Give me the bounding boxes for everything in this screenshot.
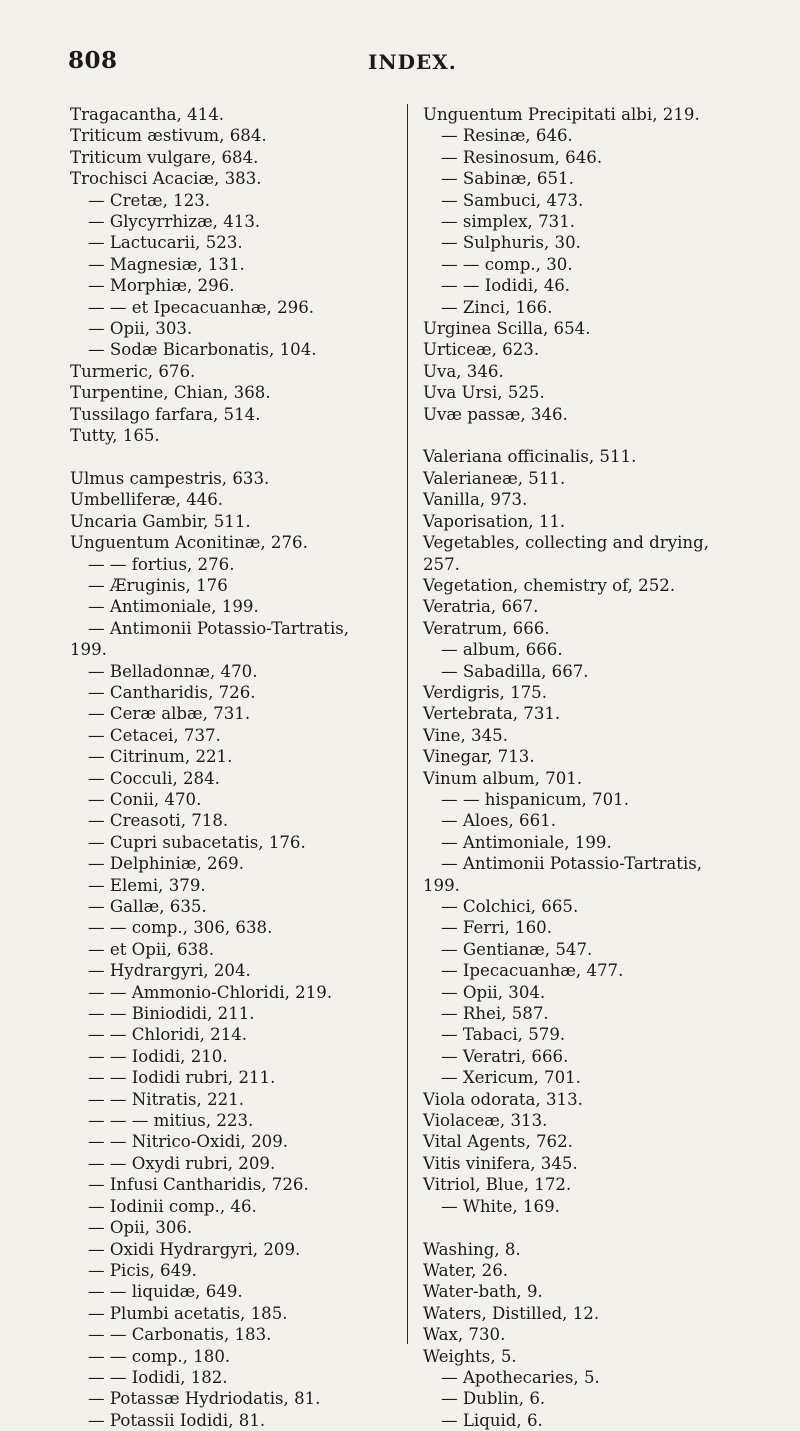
index-subentry: — — Iodidi rubri, 211. [88,1068,276,1088]
index-subentry: — — et Ipecacuanhæ, 296. [88,297,315,317]
index-subentry: — — — mitius, 223. [88,1111,254,1131]
index-entry: Vaporisation, 11. [423,511,566,531]
index-entry: Ulmus campestris, 633. [70,468,270,488]
page-number: 808 [68,47,118,74]
index-subentry: — — Ammonio-Chloridi, 219. [88,982,333,1002]
index-subentry: — Cretæ, 123. [88,190,211,210]
index-subentry: — Sabinæ, 651. [441,169,574,189]
index-entry: Vertebrata, 731. [423,704,561,724]
index-subentry: — — hispanicum, 701. [441,789,629,809]
index-entry: Valeriana officinalis, 511. [423,447,637,467]
column-divider [407,104,408,1344]
index-subentry: — Zinci, 166. [441,297,553,317]
index-subentry: — Colchici, 665. [441,897,579,917]
index-subentry: — Æruginis, 176 [88,575,228,595]
index-subentry: — — Nitrico-Oxidi, 209. [88,1132,289,1152]
index-entry: Water, 26. [423,1260,509,1280]
index-subentry: — Sodæ Bicarbonatis, 104. [88,340,317,360]
index-subentry: — Belladonnæ, 470. [88,661,258,681]
index-subentry: — Lactucarii, 523. [88,233,243,253]
index-entry: Waters, Distilled, 12. [423,1303,600,1323]
index-subentry: — Tabaci, 579. [441,1025,566,1045]
index-subentry: — Magnesiæ, 131. [88,254,245,274]
page-header [0,47,800,77]
index-subentry: — Aloes, 661. [441,811,556,831]
index-subentry: — Picis, 649. [88,1260,197,1280]
index-subentry: — — comp., 306, 638. [88,918,273,938]
index-subentry: — — Nitratis, 221. [88,1089,245,1109]
index-entry: Vegetables, collecting and drying, [423,533,709,553]
index-subentry: — et Opii, 638. [88,939,214,959]
index-subentry: — Delphiniæ, 269. [88,854,245,874]
index-subentry: — Infusi Cantharidis, 726. [88,1175,309,1195]
index-subentry: — simplex, 731. [441,212,576,232]
index-subentry: — Rhei, 587. [441,1004,549,1024]
index-entry: Triticum æstivum, 684. [70,126,267,146]
index-entry: Vegetation, chemistry of, 252. [423,575,676,595]
index-entry: Turmeric, 676. [70,361,196,381]
index-entry: Tussilago farfara, 514. [70,404,261,424]
index-subentry: — Opii, 306. [88,1218,193,1238]
index-subentry: — — comp., 30. [441,254,573,274]
index-subentry: — Conii, 470. [88,789,202,809]
index-subentry: — Iodinii comp., 46. [88,1196,257,1216]
index-entry: Vinegar, 713. [423,747,535,767]
index-subentry: — Antimonii Potassio-Tartratis, [88,618,350,638]
index-subentry: — White, 169. [441,1196,560,1216]
index-subentry: — Oxidi Hydrargyri, 209. [88,1239,301,1259]
index-entry: Vinum album, 701. [423,768,583,788]
index-subentry: — Ipecacuanhæ, 477. [441,961,624,981]
index-subentry: — Plumbi acetatis, 185. [88,1303,288,1323]
index-subentry: — Cantharidis, 726. [88,682,256,702]
index-entry: Vitriol, Blue, 172. [423,1175,572,1195]
index-subentry: — Cupri subacetatis, 176. [88,832,306,852]
index-subentry: — Liquid, 6. [441,1410,543,1430]
index-entry: Vitis vinifera, 345. [423,1153,578,1173]
index-entry: Water-bath, 9. [423,1282,543,1302]
index-entry: Valerianeæ, 511. [423,468,566,488]
index-entry: Triticum vulgare, 684. [70,147,259,167]
index-entry: Violaceæ, 313. [423,1111,548,1131]
index-subentry: — Opii, 304. [441,982,546,1002]
index-subentry: — Sambuci, 473. [441,190,584,210]
index-entry: Vanilla, 973. [423,490,528,510]
index-entry: Wax, 730. [423,1325,506,1345]
index-subentry: — album, 666. [441,640,563,660]
index-subentry: — Elemi, 379. [88,875,206,895]
index-subentry: — — fortius, 276. [88,554,235,574]
index-entry: Unguentum Aconitinæ, 276. [70,533,308,553]
index-entry: Viola odorata, 313. [423,1089,583,1109]
index-entry: Turpentine, Chian, 368. [70,383,271,403]
index-subentry: — Antimoniale, 199. [88,597,259,617]
index-subentry: — Dublin, 6. [441,1389,546,1409]
index-entry: Vital Agents, 762. [423,1132,573,1152]
index-subentry: — — Iodidi, 182. [88,1367,228,1387]
index-subentry: — Resinosum, 646. [441,147,603,167]
index-subentry: — — Oxydi rubri, 209. [88,1153,276,1173]
index-entry: Vine, 345. [423,725,509,745]
index-subentry: — Xericum, 701. [441,1068,581,1088]
index-subentry: — Antimonii Potassio-Tartratis, [441,854,703,874]
index-entry: Uvæ passæ, 346. [423,404,568,424]
index-entry: Uncaria Gambir, 511. [70,511,251,531]
index-subentry: — — Carbonatis, 183. [88,1325,272,1345]
index-subentry: — Apothecaries, 5. [441,1367,600,1387]
index-subentry: — Morphiæ, 296. [88,276,235,296]
index-subentry: — Sabadilla, 667. [441,661,589,681]
index-subentry: — Potassii Iodidi, 81. [88,1410,266,1430]
index-entry-continuation: 257. [423,554,460,574]
index-column-right [423,104,768,1431]
index-subentry: — Gallæ, 635. [88,897,207,917]
index-subentry: — — Biniodidi, 211. [88,1004,255,1024]
index-subentry: — Ferri, 160. [441,918,552,938]
index-subentry: — Resinæ, 646. [441,126,573,146]
index-entry: Unguentum Precipitati albi, 219. [423,105,700,124]
index-subentry: — Opii, 303. [88,319,193,339]
index-subentry: — — Iodidi, 46. [441,276,571,296]
index-entry-continuation: 199. [423,875,460,895]
index-entry: Veratria, 667. [423,597,539,617]
index-entry: Veratrum, 666. [423,618,550,638]
index-subentry: — Ceræ albæ, 731. [88,704,251,724]
index-entry: Tutty, 165. [70,426,160,446]
index-subentry: — — comp., 180. [88,1346,231,1366]
index-entry: Trochisci Acaciæ, 383. [70,169,262,189]
index-subentry: — Creasoti, 718. [88,811,229,831]
index-entry: Tragacantha, 414. [70,105,225,124]
index-subentry: — Potassæ Hydriodatis, 81. [88,1389,321,1409]
index-entry-continuation: 199. [70,640,107,660]
index-subentry: — Hydrargyri, 204. [88,961,251,981]
index-subentry: — — Iodidi, 210. [88,1046,228,1066]
index-subentry: — Gentianæ, 547. [441,939,593,959]
index-subentry: — Glycyrrhizæ, 413. [88,212,261,232]
index-subentry: — Cetacei, 737. [88,725,221,745]
index-subentry: — — Chloridi, 214. [88,1025,248,1045]
index-subentry: — Citrinum, 221. [88,747,233,767]
index-entry: Uva Ursi, 525. [423,383,545,403]
running-head: INDEX. [368,50,457,74]
index-entry: Weights, 5. [423,1346,517,1366]
index-entry: Washing, 8. [423,1239,521,1259]
index-subentry: — Cocculi, 284. [88,768,220,788]
index-entry: Verdigris, 175. [423,682,548,702]
index-subentry: — Antimoniale, 199. [441,832,612,852]
index-subentry: — Veratri, 666. [441,1046,569,1066]
index-subentry: — — liquidæ, 649. [88,1282,243,1302]
index-column-left [70,104,395,1431]
index-entry: Umbelliferæ, 446. [70,490,224,510]
index-entry: Urginea Scilla, 654. [423,319,591,339]
index-entry: Uva, 346. [423,361,504,381]
index-subentry: — Sulphuris, 30. [441,233,581,253]
index-entry: Urticeæ, 623. [423,340,540,360]
